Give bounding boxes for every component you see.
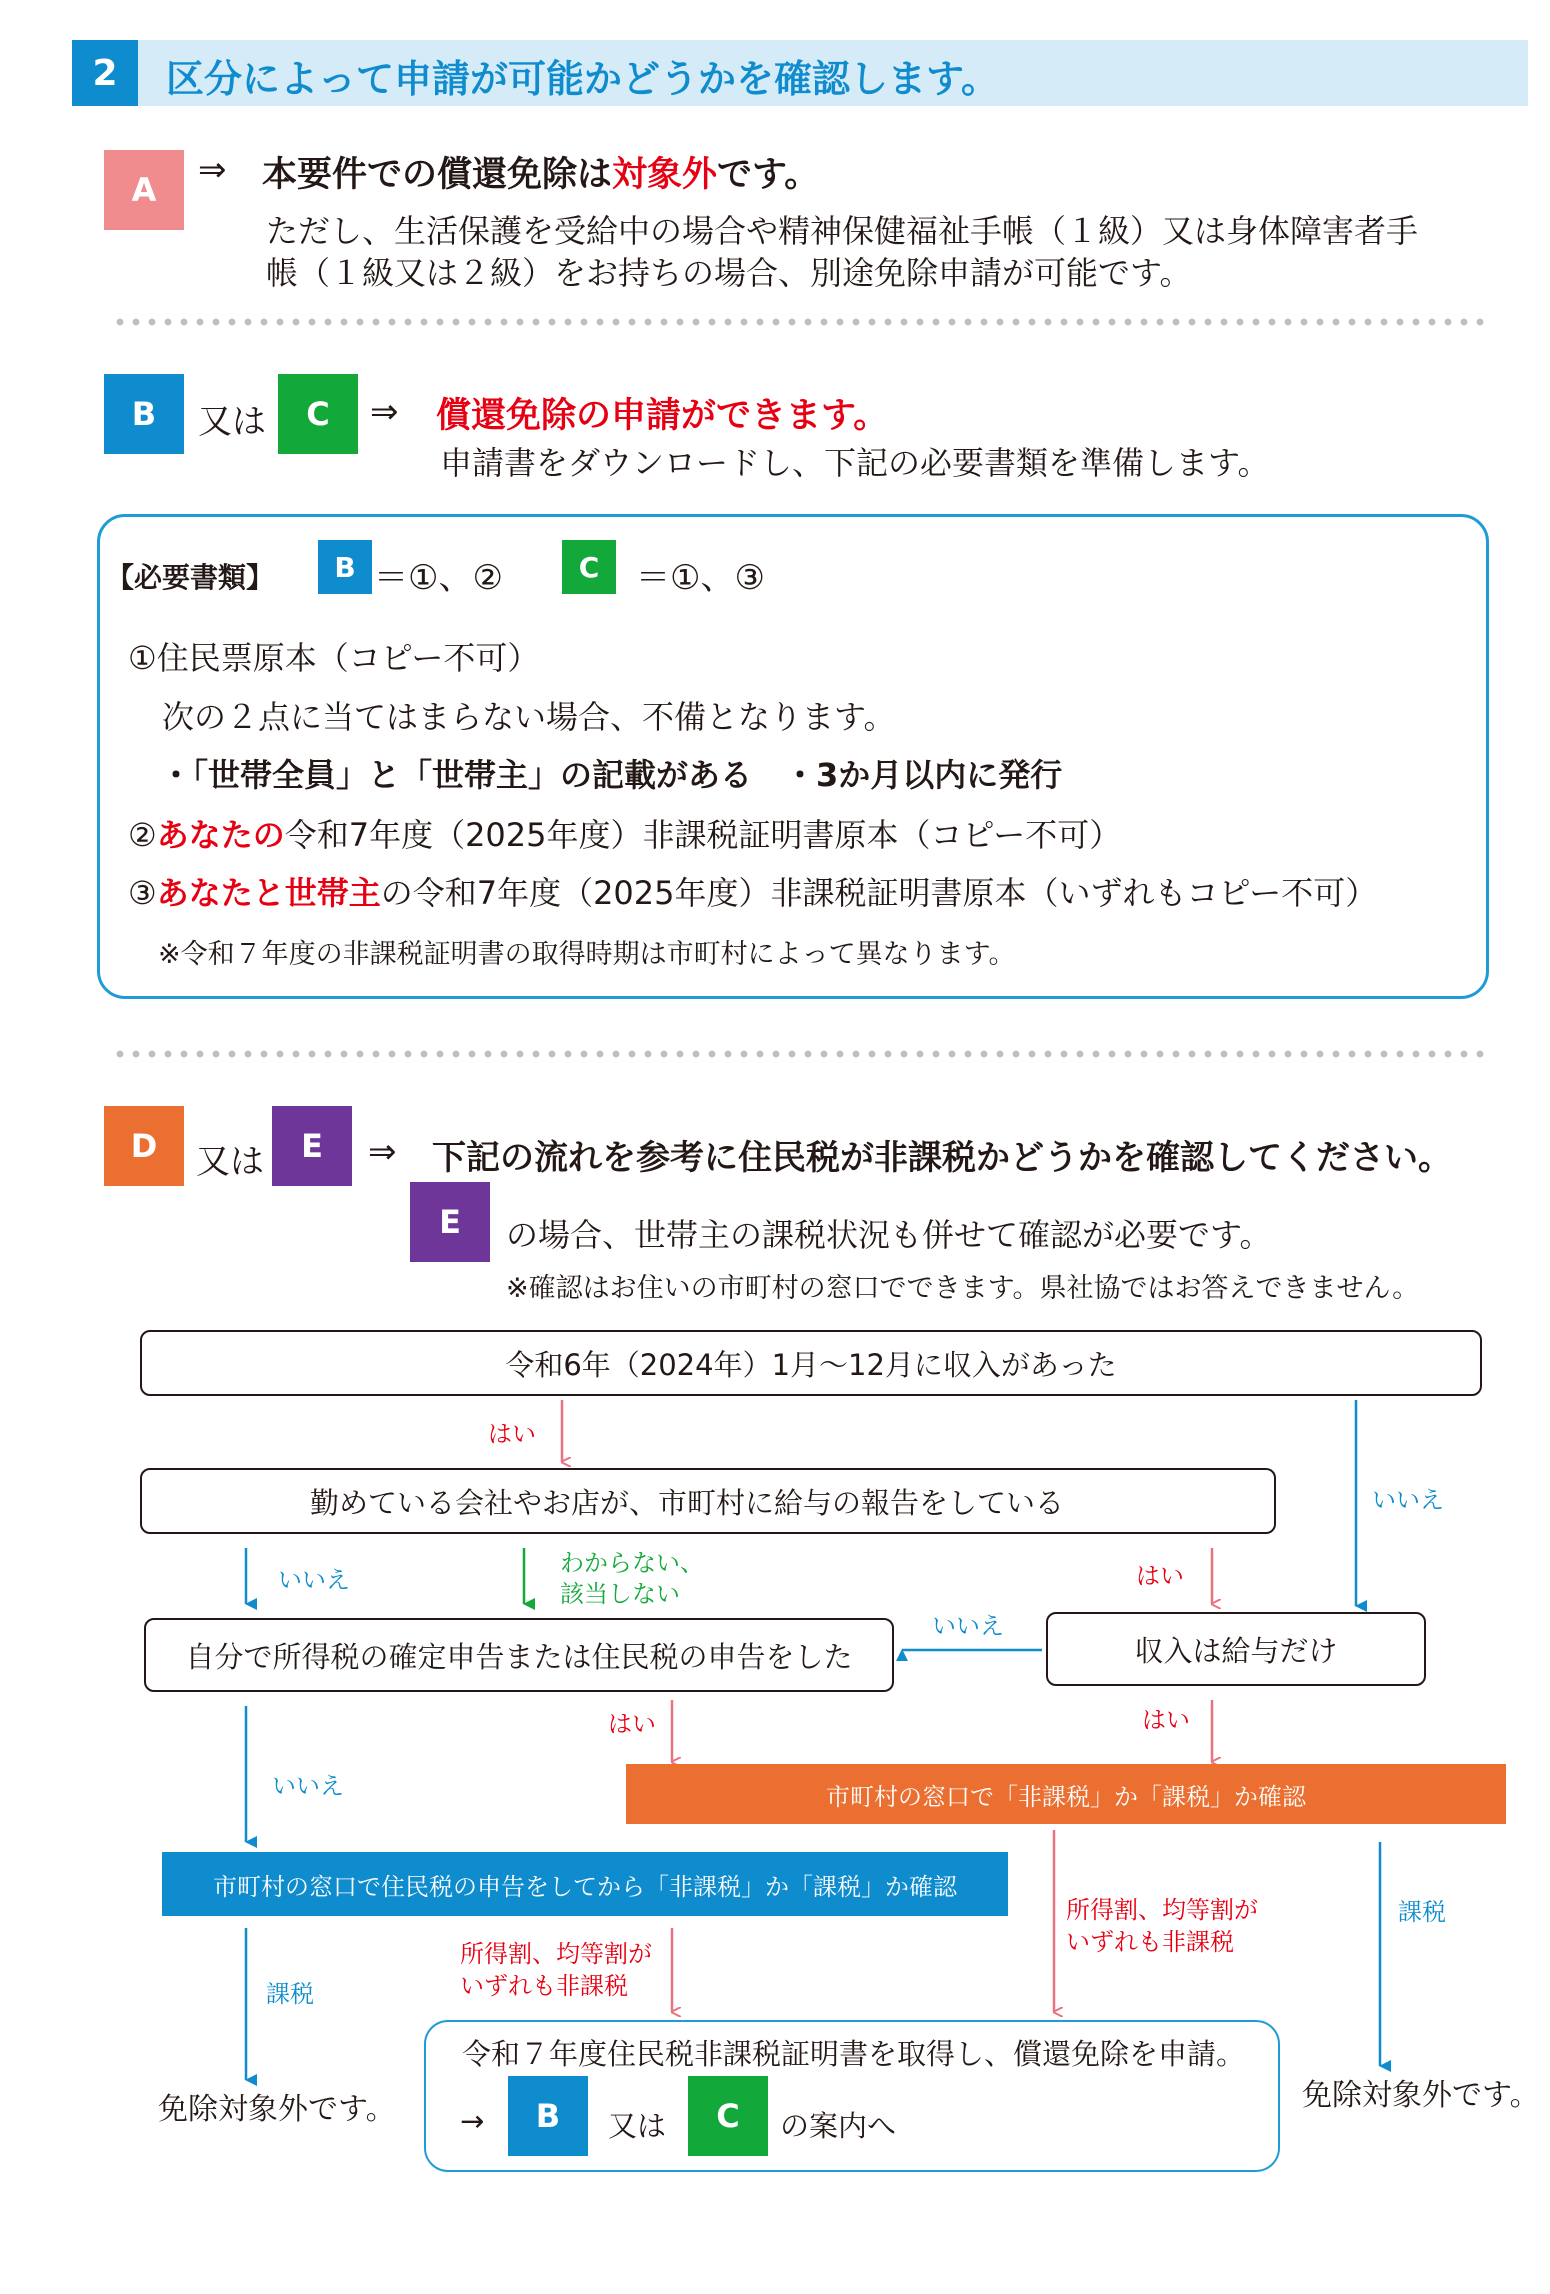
label-no-3: いいえ [932,1612,1004,1640]
label-exempt-b-1: 所得割、均等割が [1066,1896,1258,1924]
label-yes-4: はい [1142,1706,1190,1734]
flow-result-line1: 令和７年度住民税非課税証明書を取得し、償還免除を申請。 [462,2037,1246,2071]
e-footnote: ※確認はお住いの市町村の窓口でできます。県社協ではお答えできません。 [506,1273,1420,1304]
excluded-right: 免除対象外です。 [1302,2078,1540,2113]
docs-b-eq: ＝①、② [374,558,503,598]
badge-c: C [278,374,358,454]
block-bc-heading: 償還免除の申請ができます。 [436,396,889,436]
arrow-de: ⇒ [368,1132,397,1172]
or-text-de: 又は [196,1142,264,1182]
flow-check-blue: 市町村の窓口で住民税の申告をしてから「非課税」か「課税」か確認 [162,1852,1008,1916]
e-note: の場合、世帯主の課税状況も併せて確認が必要です。 [506,1216,1272,1254]
arrow-bc: ⇒ [370,392,399,432]
label-exempt-a-1: 所得割、均等割が [460,1940,652,1968]
arrow-a: ⇒ [198,150,227,190]
flow-result-arrow: → [460,2104,485,2138]
doc-item-1: ①住民票原本（コピー不可） [128,639,540,677]
doc-item-2: ②あなたの令和7年度（2025年度）非課税証明書原本（コピー不可） [128,816,1122,854]
label-taxed-1: 課税 [266,1980,314,2008]
docs-c-eq: ＝①、③ [636,558,765,598]
result-or: 又は [608,2109,667,2143]
label-unknown-1: わからない、 [560,1549,704,1577]
required-docs-title: 【必要書類】 [106,561,275,594]
flow-q3-box: 自分で所得税の確定申告または住民税の申告をした [144,1618,894,1692]
doc-item-1-note: 次の２点に当てはまらない場合、不備となります。 [162,698,896,736]
badge-e-2: E [410,1182,490,1262]
label-no-1: いいえ [1372,1486,1444,1514]
badge-d: D [104,1106,184,1186]
label-unknown-2: 該当しない [560,1580,680,1608]
flow-q2-box: 勤めている会社やお店が、市町村に給与の報告をしている [140,1468,1276,1534]
badge-e: E [272,1106,352,1186]
block-a-note-line2: 帳（１級又は２級）をお持ちの場合、別途免除申請が可能です。 [266,254,1192,292]
label-exempt-a-2: いずれも非課税 [460,1972,628,2000]
result-badge-b: B [508,2076,588,2156]
result-badge-c: C [688,2076,768,2156]
flow-check-orange: 市町村の窓口で「非課税」か「課税」か確認 [626,1764,1506,1824]
badge-b: B [104,374,184,454]
label-taxed-2: 課税 [1398,1898,1446,1926]
section-title: 区分によって申請が可能かどうかを確認します。 [166,57,999,101]
label-no-2: いいえ [278,1566,350,1594]
flow-q4-box: 収入は給与だけ [1046,1612,1426,1686]
label-yes-2: はい [1136,1562,1184,1590]
block-de-heading: 下記の流れを参考に住民税が非課税かどうかを確認してください。 [432,1138,1452,1178]
docs-badge-c: C [562,540,616,594]
docs-footnote: ※令和７年度の非課税証明書の取得時期は市町村によって異なります。 [158,939,1016,970]
label-yes-3: はい [608,1710,656,1738]
label-exempt-b-2: いずれも非課税 [1066,1928,1234,1956]
block-a-note-line1: ただし、生活保護を受給中の場合や精神保健福祉手帳（１級）又は身体障害者手 [266,212,1419,250]
excluded-left: 免除対象外です。 [158,2092,396,2127]
doc-item-3: ③あなたと世帯主の令和7年度（2025年度）非課税証明書原本（いずれもコピー不可） [128,874,1378,912]
section-number-badge: 2 [72,40,138,106]
or-text-bc: 又は [198,402,266,442]
label-no-4: いいえ [272,1772,344,1800]
label-yes-1: はい [488,1420,536,1448]
docs-badge-b: B [318,540,372,594]
result-tail: の案内へ [780,2109,897,2143]
block-a-heading: 本要件での償還免除は対象外です。 [262,155,820,195]
badge-a: A [104,150,184,230]
block-bc-sub: 申請書をダウンロードし、下記の必要書類を準備します。 [440,444,1270,482]
doc-item-1-conditions: ・「世帯全員」と「世帯主」の記載がある ・3か月以内に発行 [160,756,1063,794]
flow-q1-box: 令和6年（2024年）1月～12月に収入があった [140,1330,1482,1396]
